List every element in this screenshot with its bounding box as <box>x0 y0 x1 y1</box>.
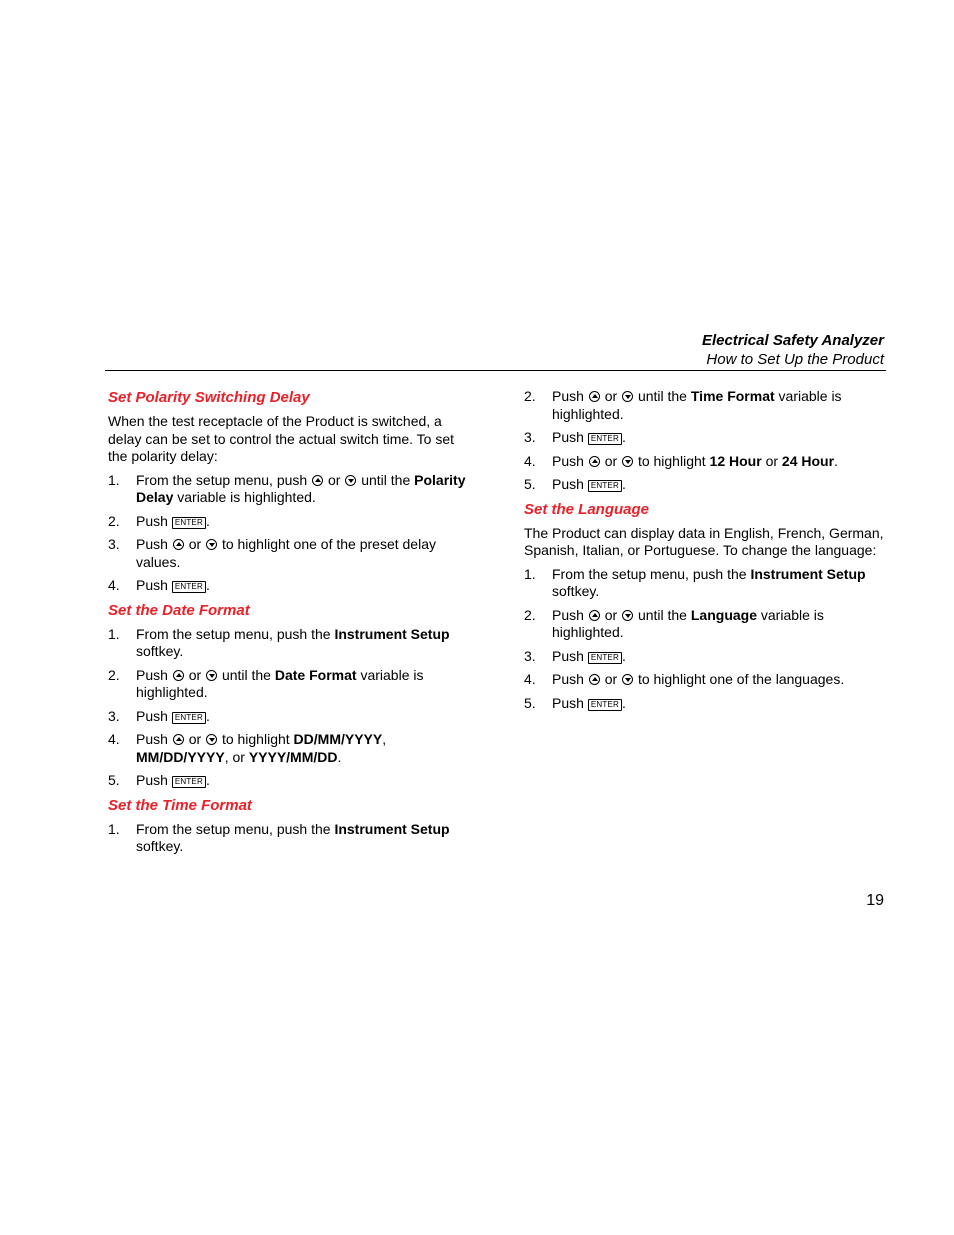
step-text: or <box>604 606 618 623</box>
left-column <box>108 388 468 862</box>
step-text: Push <box>136 731 168 747</box>
step-number: 3. <box>108 536 120 552</box>
list-item <box>108 577 468 595</box>
up-arrow-icon <box>312 475 323 486</box>
step-text: to highlight <box>637 452 706 469</box>
language-steps <box>524 566 884 713</box>
up-arrow-icon <box>173 734 184 745</box>
step-text: Push <box>552 476 584 492</box>
list-item <box>108 821 468 856</box>
step-text: to highlight <box>221 731 290 747</box>
step-text: Push <box>552 647 584 664</box>
list-item <box>524 429 884 447</box>
step-text: From the setup menu, push the <box>136 820 331 837</box>
down-arrow-icon <box>622 674 633 685</box>
step-text: until the <box>361 471 411 488</box>
variable-name: Language <box>690 606 757 623</box>
enter-key-icon: ENTER <box>172 581 206 593</box>
section-heading-language: Set the Language <box>524 500 650 518</box>
list-item <box>524 671 884 689</box>
polarity-steps <box>108 472 468 595</box>
punctuation: . <box>205 512 210 529</box>
polarity-intro: When the test receptacle of the Product is switched, a delay can be set to control the actual switch time. To set the polarity delay: <box>108 413 455 464</box>
header-rule <box>105 370 886 371</box>
step-text: until the <box>637 388 687 404</box>
list-item <box>108 513 468 531</box>
step-number: 5. <box>524 476 536 492</box>
up-arrow-icon <box>589 456 600 467</box>
option-name: YYYY/MM/DD <box>248 748 338 765</box>
list-item <box>524 607 884 642</box>
step-text: From the setup menu, push <box>136 471 308 488</box>
step-text: Push <box>136 536 168 552</box>
step-text: Push <box>552 429 584 445</box>
enter-key-icon: ENTER <box>588 480 622 492</box>
enter-key-icon: ENTER <box>588 433 622 445</box>
step-text: variable is highlighted. <box>177 489 316 505</box>
step-number: 2. <box>108 666 120 683</box>
softkey-name: Instrument Setup <box>334 820 450 837</box>
step-text: to highlight one of the preset delay values. <box>136 536 436 570</box>
step-text: softkey. <box>136 838 184 854</box>
step-number: 1. <box>108 820 120 837</box>
enter-key-icon: ENTER <box>172 517 206 529</box>
step-number: 2. <box>524 606 536 623</box>
up-arrow-icon <box>589 674 600 685</box>
list-item <box>524 695 884 713</box>
enter-key-icon: ENTER <box>172 712 206 724</box>
down-arrow-icon <box>622 391 633 402</box>
step-text: or <box>188 536 202 552</box>
step-text: or <box>188 666 202 683</box>
list-item <box>524 648 884 666</box>
step-text: variable is highlighted. <box>552 606 824 640</box>
chapter-title: How to Set Up the Product <box>706 351 884 368</box>
step-text: variable is highlighted. <box>552 388 842 422</box>
step-number: 3. <box>108 707 120 724</box>
step-text: until the <box>221 666 271 683</box>
step-text: or <box>604 452 618 469</box>
step-text: to highlight one of the languages. <box>637 671 845 687</box>
step-text: Push <box>552 388 584 404</box>
step-number: 3. <box>524 647 536 664</box>
step-number: 4. <box>524 452 536 469</box>
section-heading-time: Set the Time Format <box>108 796 252 814</box>
list-item <box>108 626 468 661</box>
option-name: 12 Hour <box>709 452 762 469</box>
down-arrow-icon <box>345 475 356 486</box>
step-number: 4. <box>108 577 120 593</box>
step-text: variable is highlighted. <box>136 666 424 700</box>
list-item <box>108 772 468 790</box>
step-text: Push <box>552 452 584 469</box>
language-intro: The Product can display data in English, French, German, Spanish, Italian, or Portuguese. To change the language: <box>524 524 884 558</box>
option-name: MM/DD/YYYY <box>136 748 225 765</box>
step-text: or <box>765 452 779 469</box>
list-item <box>108 667 468 702</box>
enter-key-icon: ENTER <box>172 776 206 788</box>
list-item <box>524 476 884 494</box>
down-arrow-icon <box>622 610 633 621</box>
step-number: 1. <box>108 471 120 488</box>
enter-key-icon: ENTER <box>588 699 622 711</box>
list-item <box>524 388 884 423</box>
step-number: 4. <box>108 731 120 747</box>
step-text: or <box>327 471 341 488</box>
list-item <box>108 536 468 571</box>
up-arrow-icon <box>173 539 184 550</box>
down-arrow-icon <box>206 670 217 681</box>
option-name: DD/MM/YYYY <box>293 731 383 747</box>
down-arrow-icon <box>206 539 217 550</box>
step-text: Push <box>136 666 168 683</box>
punctuation: . <box>834 452 838 469</box>
step-text: Push <box>136 772 168 788</box>
list-item <box>108 708 468 726</box>
step-text: or <box>188 731 202 747</box>
punctuation: . <box>205 772 210 788</box>
step-text: Push <box>552 671 584 687</box>
step-number: 5. <box>108 772 120 788</box>
step-number: 3. <box>524 429 536 445</box>
enter-key-icon: ENTER <box>588 652 622 664</box>
manual-title: Electrical Safety Analyzer <box>701 332 884 349</box>
time-steps-part1 <box>108 821 468 856</box>
step-number: 5. <box>524 694 536 711</box>
right-column <box>524 388 884 718</box>
section-heading-polarity: Set Polarity Switching Delay <box>108 389 310 406</box>
step-text: or <box>604 388 618 404</box>
punctuation: . <box>205 707 210 724</box>
up-arrow-icon <box>589 610 600 621</box>
up-arrow-icon <box>589 391 600 402</box>
down-arrow-icon <box>206 734 217 745</box>
step-number: 2. <box>524 388 536 404</box>
running-header <box>702 331 884 369</box>
option-name: 24 Hour <box>781 452 835 469</box>
list-item <box>524 453 884 471</box>
step-number: 4. <box>524 671 536 687</box>
step-text: softkey. <box>136 643 184 659</box>
list-item <box>108 472 468 507</box>
step-text: From the setup menu, push the <box>136 625 331 642</box>
softkey-name: Instrument Setup <box>750 565 866 582</box>
variable-name: Time Format <box>690 388 775 404</box>
punctuation: . <box>621 476 626 492</box>
step-text: Push <box>552 694 584 711</box>
punctuation: , <box>382 731 387 747</box>
variable-name: Polarity Delay <box>136 471 466 505</box>
punctuation: . <box>205 577 210 593</box>
step-number: 1. <box>108 625 120 642</box>
punctuation: . <box>621 647 626 664</box>
step-number: 1. <box>524 565 536 582</box>
time-steps-part2 <box>524 388 884 494</box>
step-number: 2. <box>108 512 120 529</box>
date-steps <box>108 626 468 790</box>
variable-name: Date Format <box>274 666 357 683</box>
step-text: Push <box>136 512 168 529</box>
punctuation: . <box>621 694 626 711</box>
step-text: until the <box>637 606 687 623</box>
step-text: From the setup menu, push the <box>552 565 747 582</box>
section-heading-date: Set the Date Format <box>108 601 250 619</box>
down-arrow-icon <box>622 456 633 467</box>
list-item <box>524 566 884 601</box>
softkey-name: Instrument Setup <box>334 625 450 642</box>
punctuation: . <box>337 748 342 765</box>
step-text: Push <box>136 707 168 724</box>
list-item <box>108 731 468 766</box>
step-text: Push <box>552 606 584 623</box>
step-text: Push <box>136 577 168 593</box>
page-number: 19 <box>866 892 884 909</box>
step-text: softkey. <box>552 583 600 599</box>
punctuation: . <box>621 429 626 445</box>
up-arrow-icon <box>173 670 184 681</box>
step-text: , or <box>224 748 245 765</box>
step-text: or <box>604 671 618 687</box>
